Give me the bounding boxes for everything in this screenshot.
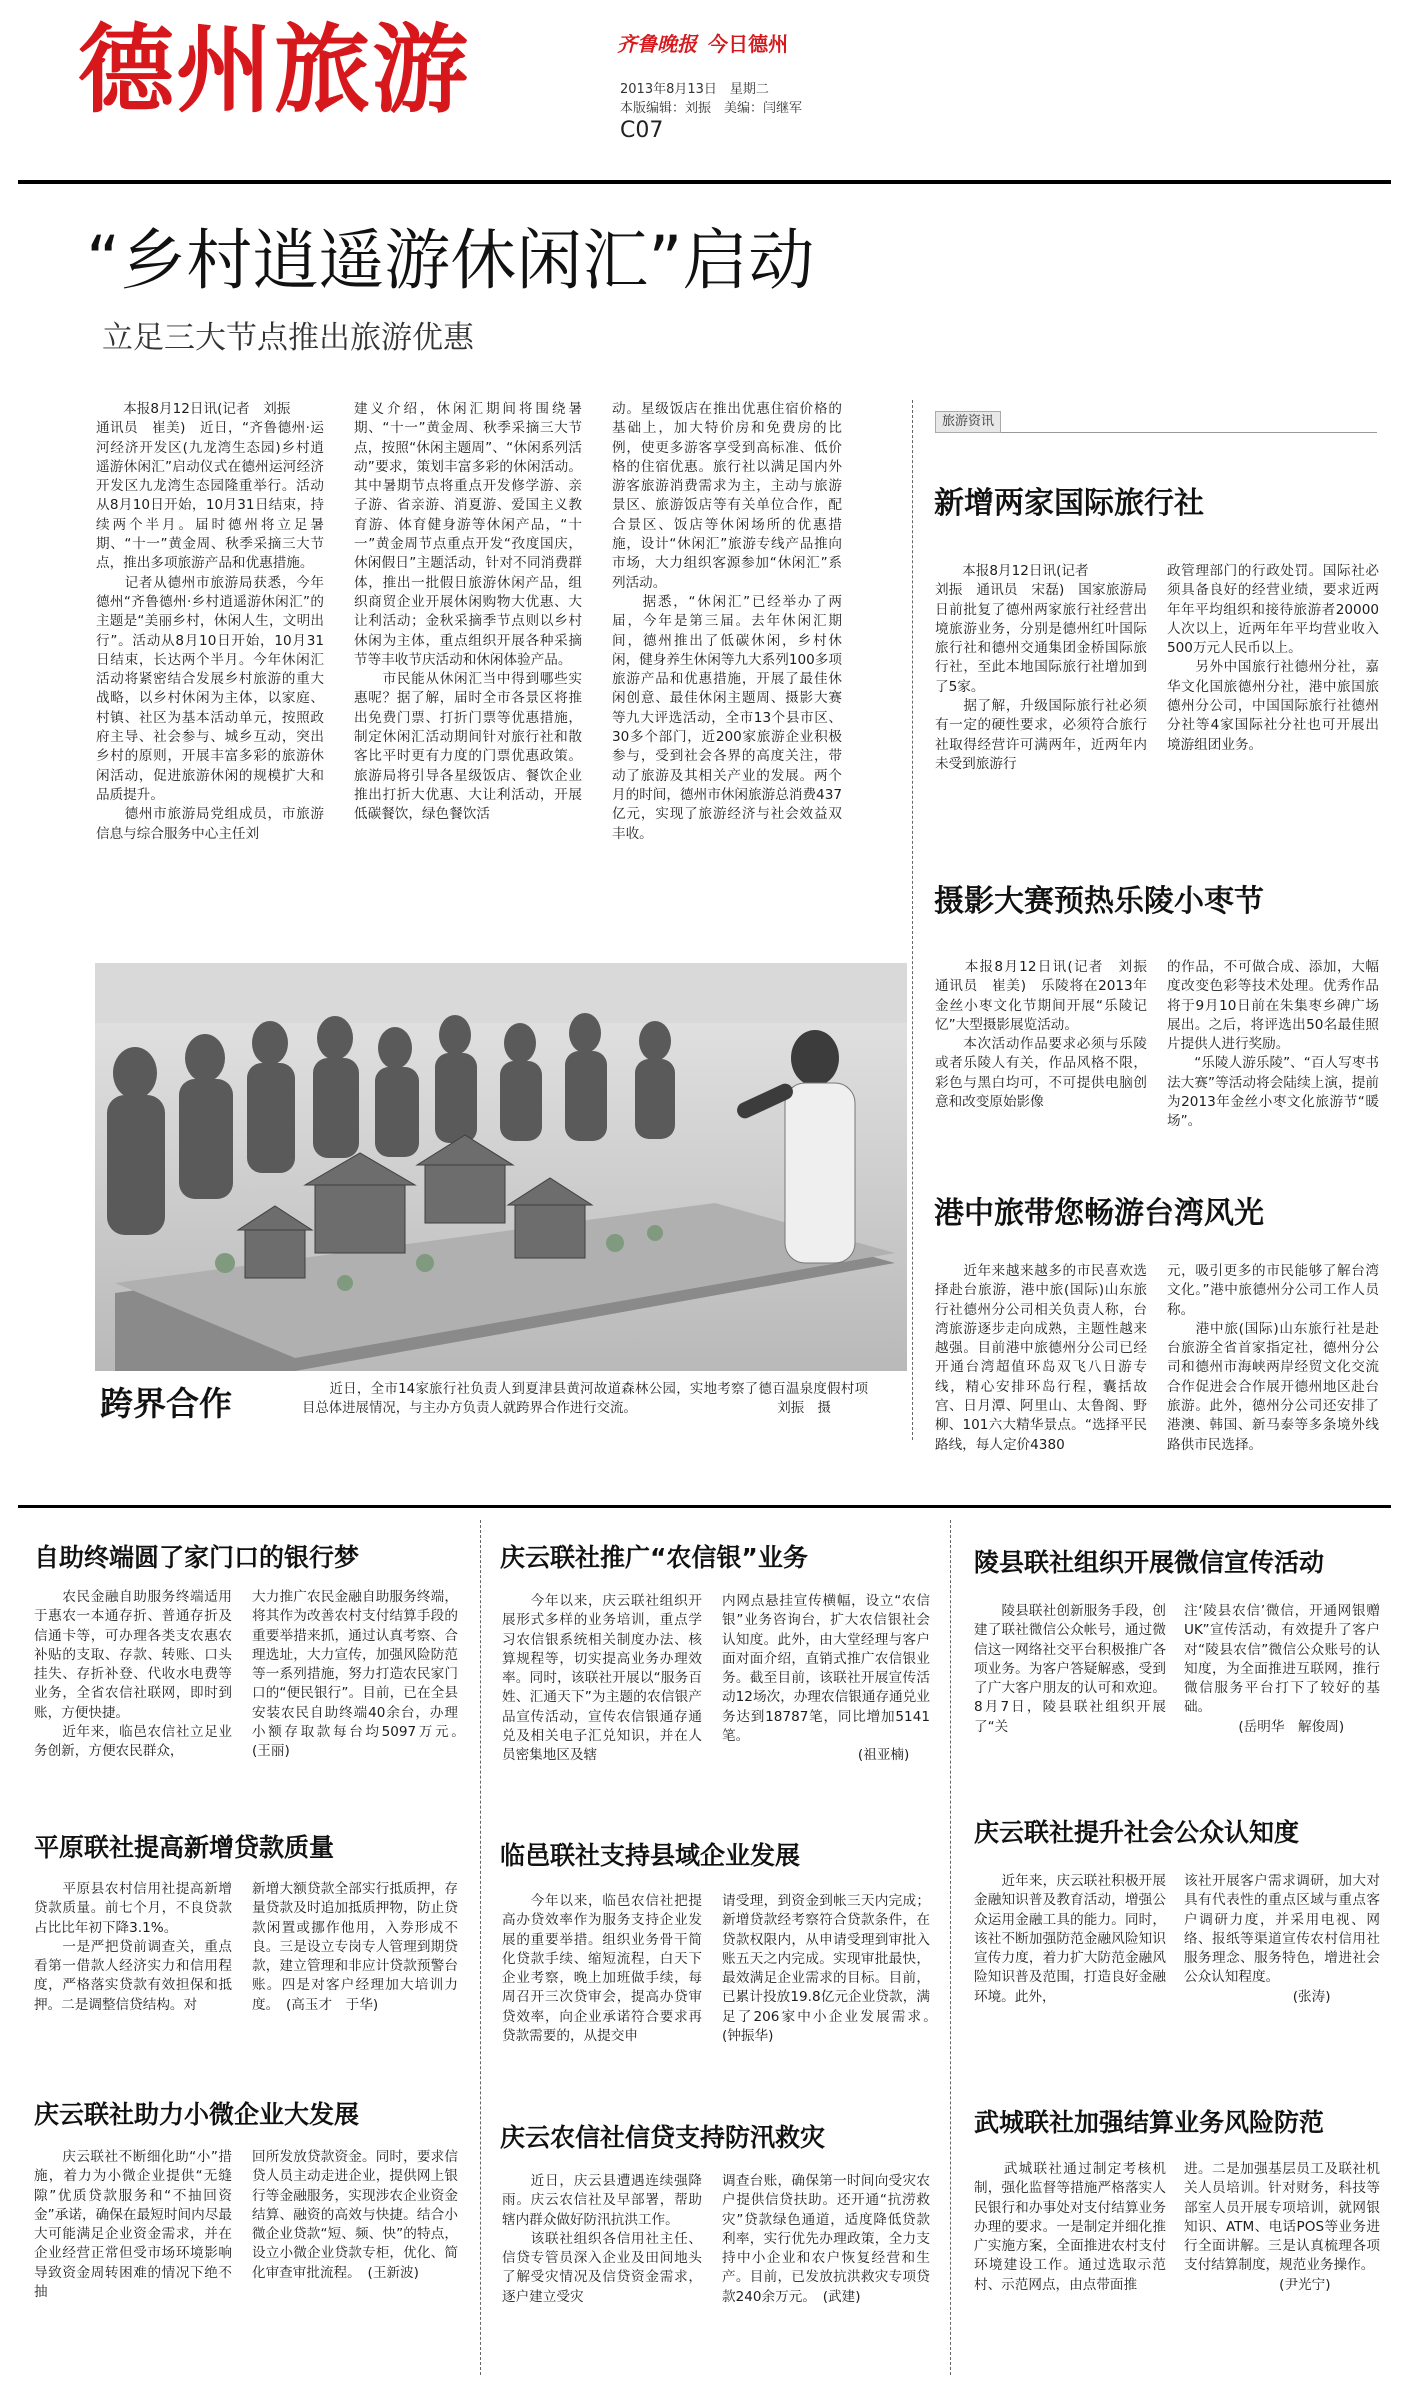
photo-title: 跨界合作 [100,1384,232,1423]
lower-story-6-column-1: 近日，庆云县遭遇连续强降雨。庆云农信社及早部署，帮助辖内群众做好防汛抗洪工作。 该联社组织各信用社主任、信贷专管员深入企业及田间地头了解受灾情况及信贷资金需求，逐户建立受灾 [502,2173,702,2305]
lower-story-8-headline: 庆云联社提升社会公众认知度 [974,1818,1300,1847]
sidebar-story-1-column-2: 政管理部门的行政处罚。国际社必须具备良好的经营业绩，要求近两年年平均组织和接待旅游者20000人次以上，近两年年平均营业收入500万元人民币以上。 另外中国旅行社德州分社，嘉华文化国旅德州分社，港中旅国旅德州分公司，中国国际旅行社德州分社等4家国际社分社也可开展出境游组团业务。 [1167,563,1379,753]
lower-divider-1 [480,1520,481,2375]
lower-story-7-column-2: 注‘陵县农信’微信，开通网银赠UK”宣传活动，有效提升了客户对“陵县农信”微信公众账号的认知度，为全面推进互联网，推行微信服务平台打下了较好的基础。 (岳明华 解俊周) [1184,1603,1380,1735]
sidebar-story-1-headline: 新增两家国际旅行社 [934,486,1204,521]
lower-story-4-headline: 庆云联社推广“农信银”业务 [500,1543,808,1572]
lead-subhead: 立足三大节点推出旅游优惠 [102,320,474,356]
lower-story-6-headline: 庆云农信社信贷支持防汛救灾 [500,2123,826,2152]
lead-photo [95,963,907,1371]
section-name: 今日德州 [708,32,789,56]
lower-story-3-column-1: 庆云联社不断细化助“小”措施，着力为小微企业提供“无缝隙”优质贷款服务和“不抽回资金”承诺，确保在最短时间内尽最大可能满足企业资金需求，并在企业经营正常但受市场环境影响导致资金周转困难的情况下绝不抽 [34,2149,232,2301]
lower-story-1-column-1: 农民金融自助服务终端适用于惠农一本通存折、普通存折及信通卡等，可办理各类支农惠农补贴的支取、存款、转账、口头挂失、存折补登、代收水电费等业务，全省农信社联网，即时到账，方便快捷。 近年来，临邑农信社立足业务创新，方便农民群众， [34,1589,232,1760]
sidebar-story-3-column-1: 近年来越来越多的市民喜欢选择赴台旅游，港中旅(国际)山东旅行社德州分公司相关负责人称，台湾旅游逐步走向成熟，主题性越来越强。目前港中旅德州分公司已经开通台湾超值环岛双飞八日游专线，精心安排环岛行程，囊括故宫、日月潭、阿里山、太鲁阁、野柳、101六大精华景点。“选择平民路线，每人定价4380 [935,1263,1147,1453]
sidebar-story-2-column-1: 本报8月12日讯(记者 刘振 通讯员 崔美) 乐陵将在2013年金丝小枣文化节期间开展“乐陵记忆”大型摄影展览活动。 本次活动作品要求必须与乐陵或者乐陵人有关，作品风格不限，彩色与黑白均可，不可提供电脑创意和改变原始影像 [935,959,1147,1111]
sidebar-divider [912,400,913,1440]
photo-caption: 近日，全市14家旅行社负责人到夏津县黄河故道森林公园，实地考察了德百温泉度假村项目总体进展情况，与主办方负责人就跨界合作进行交流。 刘振 摄 [302,1382,868,1416]
lower-story-7-headline: 陵县联社组织开展微信宣传活动 [974,1548,1325,1577]
sidebar-story-3-headline: 港中旅带您畅游台湾风光 [934,1196,1264,1231]
masthead-rule [18,180,1391,184]
paper-brand [617,28,788,57]
sidebar-story-2-headline: 摄影大赛预热乐陵小枣节 [934,884,1264,919]
sidebar-tag-label: 旅游资讯 [935,411,1001,433]
lower-story-2-column-1: 平原县农村信用社提高新增贷款质量。前七个月，不良贷款占比比年初下降3.1%。 一是严把贷前调查关，重点看第一借款人经济实力和信用程度，严格落实贷款有效担保和抵押。二是调整信贷结构。对 [34,1881,232,2013]
lower-story-5-headline: 临邑联社支持县域企业发展 [500,1841,801,1870]
photo-illustration [95,963,907,1371]
lower-divider-2 [950,1520,951,2375]
date-line: 2013年8月13日 星期二 [620,82,769,97]
lower-story-3-column-2: 回所发放贷款资金。同时，要求信贷人员主动走进企业，提供网上银行等金融服务，实现涉农企业资金结算、融资的高效与快捷。结合小微企业贷款“短、频、快”的特点，设立小微企业贷款专柜，优化、简化审查审批流程。 (王新波) [252,2149,458,2281]
masthead-title: 德州旅游 [78,13,470,126]
lower-story-8-column-1: 近年来，庆云联社积极开展金融知识普及教育活动，增强公众运用金融工具的能力。同时，该社不断加强防范金融风险知识宣传力度，着力扩大防范金融风险知识普及范围，打造良好金融环境。此外， [974,1873,1166,2005]
editor-line: 本版编辑：刘振 美编：闫继军 [620,101,803,116]
lead-column-3: 动。星级饭店在推出优惠住宿价格的基础上，加大特价房和免费房的比例，使更多游客享受到高标准、低价格的住宿优惠。旅行社以满足国内外游客旅游消费需求为主，主动与旅游景区、旅游饭店等有关单位合作，配合景区、饭店等休闲场所的优惠措施，设计“休闲汇”旅游专线产品推向市场，大力组织客源参加“休闲汇”系列活动。 据悉，“休闲汇”已经举办了两届，今年是第三届。去年休闲汇期间，德州推出了低碳休闲，乡村休闲，健身养生休闲等九大系列100多项旅游产品和优惠措施，开展了最佳休闲创意、最佳休闲主题周、摄影大赛等九大评选活动，全市13个县市区、30多个部门，近200家旅游企业积极参与，受到社会各界的高度关注，带动了旅游及其相关产业的发展。两个月的时间，德州市休闲旅游总消费437亿元，实现了旅游经济与社会效益双丰收。 [612,401,842,842]
page-number: C07 [620,118,664,143]
lower-story-4-column-1: 今年以来，庆云联社组织开展形式多样的业务培训，重点学习农信银系统相关制度办法、核算规程等，切实提高业务办理效率。同时，该联社开展以“服务百姓、汇通天下”为主题的农信银产品宣传活动，宣传农信银通存通兑及相关电子汇兑知识，并在人员密集地区及辖 [502,1593,702,1764]
paper-brand-name: 齐鲁晚报 [617,32,697,56]
lower-story-6-column-2: 调查台账，确保第一时间向受灾农户提供信贷扶助。还开通“抗涝救灾”贷款绿色通道，适度降低贷款利率，实行优先办理政策，全力支持中小企业和农户恢复经营和生产。目前，已发放抗洪救灾专项贷款240余万元。 (武建) [722,2173,930,2305]
lower-story-2-headline: 平原联社提高新增贷款质量 [34,1833,335,1862]
lower-story-7-column-1: 陵县联社创新服务手段，创建了联社微信公众帐号，通过微信这一网络社交平台积极推广各项业务。为客户答疑解惑，受到了广大客户朋友的认可和欢迎。8月7日，陵县联社组织开展了“关 [974,1603,1166,1735]
lower-story-8-column-2: 该社开展客户需求调研，加大对具有代表性的重点区域与重点客户调研力度，并采用电视、网络、报纸等渠道宣传农村信用社服务理念、服务特色，增进社会公众认知程度。 (张涛) [1184,1873,1380,2005]
sidebar-story-3-column-2: 元，吸引更多的市民能够了解台湾文化。”港中旅德州分公司工作人员称。 港中旅(国际)山东旅行社是赴台旅游全省首家指定社，德州分公司和德州市海峡两岸经贸文化交流合作促进会合作展开德州地区赴台旅游。此外，德州分公司还安排了港澳、韩国、新马泰等多条境外线路供市民选择。 [1167,1263,1379,1453]
lower-story-9-column-1: 武城联社通过制定考核机制，强化监督等措施严格落实人民银行和办事处对支付结算业务办理的要求。一是制定并细化推广实施方案，全面推进农村支付环境建设工作。通过选取示范村、示范网点，由点带面推 [974,2161,1166,2293]
lower-story-5-column-2: 请受理，到资金到帐三天内完成；新增贷款经考察符合贷款条件，在贷款权限内，从申请受理到审批入账五天之内完成。实现审批最快，最效满足企业需求的目标。目前，已累计投放19.8亿元企业贷款，满足了206家中小企业发展需求。 (钟振华) [722,1893,944,2045]
sidebar-story-1-column-1: 本报8月12日讯(记者 刘振 通讯员 宋磊) 国家旅游局日前批复了德州两家旅行社经营出境旅游业务，分别是德州红叶国际旅行社和德州交通集团金桥国际旅行社，至此本地国际旅行社增加到了5家。 据了解，升级国际旅行社必须有一定的硬性要求，必须符合旅行社取得经营许可满两年，近两年内未受到旅游行 [935,563,1147,772]
sidebar-story-2-column-2: 的作品，不可做合成、添加，大幅度改变色彩等技术处理。优秀作品将于9月10日前在朱集枣乡碑广场展出。之后，将评选出50名最佳照片提供人进行奖励。 “乐陵人游乐陵”、“百人写枣书法大赛”等活动将会陆续上演，提前为2013年金丝小枣文化旅游节“暖场”。 [1167,959,1379,1130]
lower-story-5-column-1: 今年以来，临邑农信社把提高办贷效率作为服务支持企业发展的重要举措。组织业务骨干简化贷款手续、缩短流程，白天下企业考察，晚上加班做手续，每周召开三次贷审会，提高办贷审贷效率，向企业承诺符合要求再贷款需要的，从提交申 [502,1893,702,2045]
lead-column-2: 建义介绍，休闲汇期间将围绕暑期、“十一”黄金周、秋季采摘三大节点，按照“休闲主题周”、“休闲系列活动”要求，策划丰富多彩的休闲活动。其中暑期节点将重点开发修学游、亲子游、省亲游、消夏游、爱国主义教育游、体育健身游等休闲产品，“十一”黄金周节点重点开发“孜度国庆，休闲假日”主题活动，针对不同消费群体，推出一批假日旅游休闲产品，组织商贸企业开展休闲购物大优惠、大让利活动；金秋采摘季节点则以乡村休闲为主体，重点组织开展各种采摘节等丰收节庆活动和休闲体验产品。 市民能从休闲汇当中得到哪些实惠呢？据了解，届时全市各景区将推出免费门票、打折门票等优惠措施，制定休闲汇活动期间针对旅行社和散客比平时更有力度的门票优惠政策。旅游局将引导各星级饭店、餐饮企业推出打折大优惠、大让利活动，开展低碳餐饮，绿色餐饮活 [354,401,582,823]
lower-story-3-headline: 庆云联社助力小微企业大发展 [34,2100,360,2129]
masthead [0,0,1409,175]
lead-column-1: 本报8月12日讯(记者 刘振 通讯员 崔美) 近日，“齐鲁德州·运河经济开发区(九龙湾生态园)乡村逍遥游休闲汇”启动仪式在德州运河经济开发区九龙湾生态园隆重举行。活动从8月10日开始，10月31日结束，持续两个半月。届时德州将立足暑期、“十一”黄金周、秋季采摘三大节点，推出多项旅游产品和优惠措施。 记者从德州市旅游局获悉，今年德州“齐鲁德州·乡村逍遥游休闲汇”的主题是“美丽乡村，休闲人生，文明出行”。活动从8月10日开始，10月31日结束，长达两个半月。今年休闲汇活动将紧密结合发展乡村旅游的重大战略，以乡村休闲为主体，以家庭、村镇、社区为基本活动单元，按照政府主导、社会参与、城乡互动，突出乡村的原则，开展丰富多彩的旅游休闲活动，促进旅游休闲的规模扩大和品质提升。 德州市旅游局党组成员，市旅游信息与综合服务中心主任刘 [96,401,324,842]
sidebar-tag [935,410,1377,433]
lower-section-rule [18,1505,1391,1508]
lower-story-1-headline: 自助终端圆了家门口的银行梦 [34,1543,360,1572]
lower-story-9-headline: 武城联社加强结算业务风险防范 [974,2108,1325,2137]
lower-story-2-column-2: 新增大额贷款全部实行抵质押，存量贷款及时追加抵质押物，防止贷款闲置或挪作他用，入券形成不良。三是设立专岗专人管理到期贷款，建立管理和非应计贷款预警台账。四是对客户经理加大培训力度。 (高玉才 于华) [252,1881,458,2013]
lower-story-1-column-2: 大力推广农民金融自助服务终端，将其作为改善农村支付结算手段的重要举措来抓，通过认真考察、合理选址，大力宣传，加强风险防范等一系列措施，努力打造农民家门口的“便民银行”。目前，已在全县安装农民自助终端40余台，办理小额存取款每台均5097万元。 (王丽) [252,1589,472,1760]
lower-story-4-column-2: 内网点悬挂宣传横幅，设立“农信银”业务咨询台，扩大农信银社会认知度。此外，由大堂经理与客户面对面介绍，直销式推广农信银业务。截至目前，该联社开展宣传活动12场次，办理农信银通存通兑业务达到18787笔，同比增加5141笔。 (祖亚楠) [722,1593,930,1764]
lead-headline: “乡村逍遥游休闲汇”启动 [86,222,815,299]
lower-story-9-column-2: 进。二是加强基层员工及联社机关人员培训。针对财务，科技等部室人员开展专项培训，就网银知识、ATM、电话POS等业务进行全面讲解。三是认真梳理各项支付结算制度，规范业务操作。 (尹光宁) [1184,2161,1380,2293]
